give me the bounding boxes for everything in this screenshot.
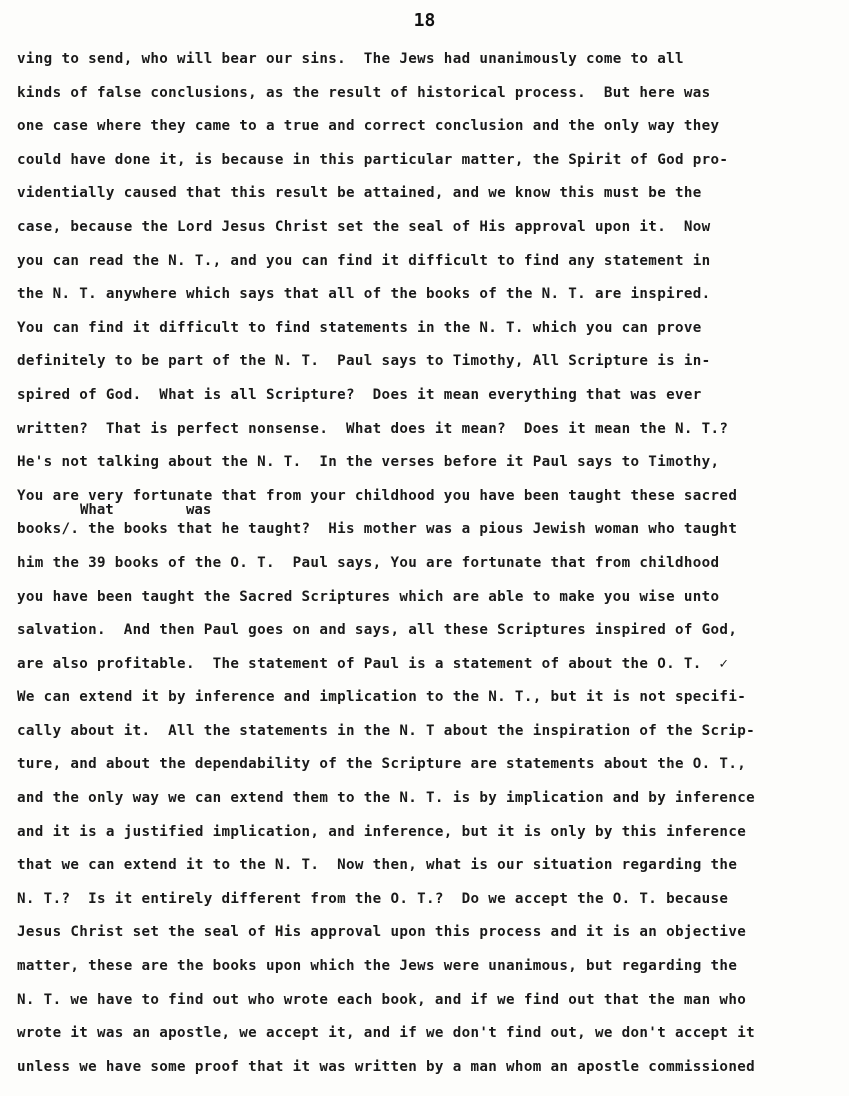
text-line: matter, these are the books upon which the Jews were unanimous, but regarding the xyxy=(17,958,738,975)
text-line: unless we have some proof that it was written by a man whom an apostle commissioned xyxy=(17,1058,756,1075)
text-line: cally about it. All the statements in the N. T about the inspiration of the Scrip- xyxy=(17,722,756,739)
text-line: salvation. And then Paul goes on and says, all these Scriptures inspired of God, xyxy=(17,622,738,639)
text-line: ving to send, who will bear our sins. The Jews had unanimously come to all xyxy=(17,51,684,67)
text-line: You are very fortunate that from your childhood you have been taught these sacred xyxy=(17,487,738,504)
text-line: case, because the Lord Jesus Christ set the seal of His approval upon it. Now xyxy=(17,218,711,235)
text-line: written? That is perfect nonsense. What does it mean? Does it mean the N. T.? xyxy=(17,420,729,437)
text-line: You can find it difficult to find statements in the N. T. which you can prove xyxy=(17,319,702,336)
text-line: are also profitable. The statement of Paul is a statement of about the O. T. ✓ xyxy=(17,655,729,672)
text-line: one case where they came to a true and correct conclusion and the only way they xyxy=(17,118,720,135)
text-line: N. T. we have to find out who wrote each book, and if we find out that the man who xyxy=(17,991,747,1008)
text-line: kinds of false conclusions, as the result of historical process. But here was xyxy=(17,84,711,101)
text-line: spired of God. What is all Scripture? Does it mean everything that was ever xyxy=(17,386,702,403)
interlinear-word-what: What xyxy=(80,502,114,518)
text-line: definitely to be part of the N. T. Paul says to Timothy, All Scripture is in- xyxy=(17,353,711,370)
text-line: ture, and about the dependability of the Scripture are statements about the O. T., xyxy=(17,756,747,773)
text-line: the N. T. anywhere which says that all of the books of the N. T. are inspired. xyxy=(17,286,711,303)
text-line: Jesus Christ set the seal of His approval upon this process and it is an objective xyxy=(17,924,747,941)
text-line: you can read the N. T., and you can find it difficult to find any statement in xyxy=(17,252,711,269)
text-line: N. T.? Is it entirely different from the O. T.? Do we accept the O. T. because xyxy=(17,890,729,907)
interlinear-word-was: was xyxy=(186,502,212,518)
text-line: him the 39 books of the O. T. Paul says, You are fortunate that from childhood xyxy=(17,554,720,571)
text-line: He's not talking about the N. T. In the verses before it Paul says to Timothy, xyxy=(17,454,720,471)
text-line: you have been taught the Sacred Scriptures which are able to make you wise unto xyxy=(17,588,720,605)
text-line: and it is a justified implication, and inference, but it is only by this inference xyxy=(17,823,747,840)
page-number: 18 xyxy=(413,10,436,31)
text-line: and the only way we can extend them to the N. T. is by implication and by inference xyxy=(17,790,756,807)
text-line: wrote it was an apostle, we accept it, and if we don't find out, we don't accept it xyxy=(17,1025,756,1042)
text-line: that we can extend it to the N. T. Now then, what is our situation regarding the xyxy=(17,857,738,874)
text-line: books/. the books that he taught? His mother was a pious Jewish woman who taught xyxy=(17,521,738,538)
text-line: could have done it, is because in this particular matter, the Spirit of God pro- xyxy=(17,151,729,168)
body-text xyxy=(17,46,849,1087)
text-line: videntially caused that this result be attained, and we know this must be the xyxy=(17,185,702,202)
text-line: We can extend it by inference and implication to the N. T., but it is not specifi- xyxy=(17,689,747,706)
